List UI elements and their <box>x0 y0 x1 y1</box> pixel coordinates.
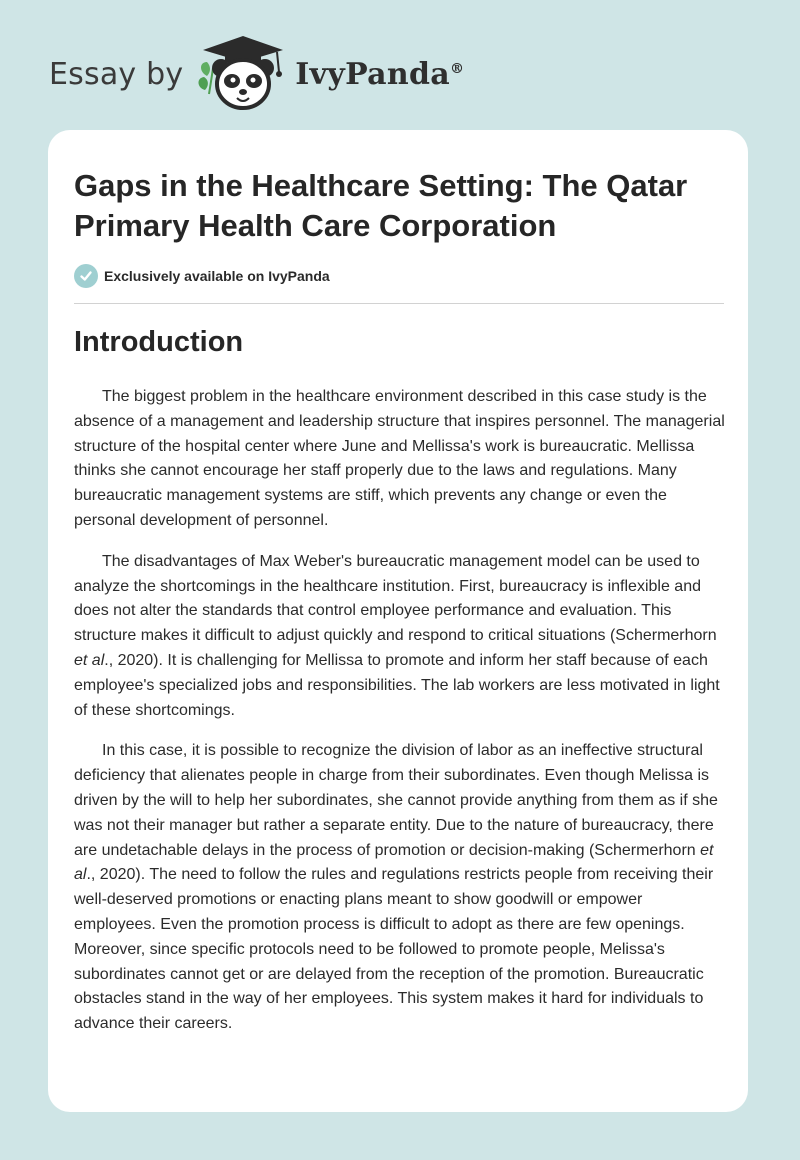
page-title: Gaps in the Healthcare Setting: The Qatar Primary Health Care Corporation <box>74 168 688 243</box>
body-paragraph <box>74 739 726 1037</box>
italic-citation: et al <box>74 651 105 669</box>
italic-citation: et al <box>74 841 714 884</box>
site-header <box>49 34 464 114</box>
panda-graduate-icon <box>197 32 289 117</box>
essay-body <box>74 385 726 1053</box>
ivypanda-logo[interactable] <box>197 32 464 117</box>
body-paragraph <box>74 550 726 724</box>
divider <box>74 303 724 304</box>
body-paragraph <box>74 385 726 534</box>
paragraph-text: ., 2020). The need to follow the rules and regulations restricts people from receiving their well-deserved promotions or enacting plans meant to show goodwill or empower employees. Even the promotion process is difficult to adopt as there are few openings. Moreover, since specific protocols need to be followed to promote people, Melissa's subordinates cannot get or are delayed from the reception of the promotion. Bureaucratic obstacles stand in the way of her employees. This system makes it hard for individuals to advance their careers. <box>74 866 714 1033</box>
paragraph-text: In this case, it is possible to recognize the division of labor as an ineffective structural deficiency that alienates people in charge from their subordinates. Even though Melissa is driven by the will to help her subordinates, she cannot provide anything from them as if she was not their manager but rather a separate entity. Due to the nature of bureaucracy, there are undetachable delays in the process of promotion or decision-making (Schermerhorn <box>74 742 718 859</box>
paragraph-text: ., 2020). It is challenging for Mellissa to promote and inform her staff because of each employee's specialized jobs and responsibilities. The lab workers are less motivated in light of these shortcomings. <box>74 651 720 719</box>
brand-name <box>295 57 464 92</box>
essay-card <box>48 130 748 1112</box>
brand-text: IvyPanda <box>295 56 451 92</box>
essay-by-label: Essay by <box>49 56 184 92</box>
section-heading: Introduction <box>74 326 244 358</box>
paragraph-text: The biggest problem in the healthcare environment described in this case study is the absence of a management and leadership structure that inspires personnel. The managerial structure of the hospital center where June and Mellissa's work is bureaucratic. Mellissa thinks she cannot encourage her staff properly due to the laws and regulations. Many bureaucratic management systems are stiff, which prevents any change or even the personal development of personnel. <box>74 388 725 529</box>
check-icon <box>74 264 98 288</box>
exclusive-label: Exclusively available on IvyPanda <box>104 268 330 284</box>
registered-mark: ® <box>450 60 465 77</box>
exclusive-badge <box>74 264 330 288</box>
paragraph-text: The disadvantages of Max Weber's bureaucratic management model can be used to analyze the shortcomings in the healthcare institution. First, bureaucracy is inflexible and does not alter the standards that control employee performance and evaluation. This structure makes it difficult to adjust quickly and respond to critical situations (Schermerhorn <box>74 552 717 645</box>
